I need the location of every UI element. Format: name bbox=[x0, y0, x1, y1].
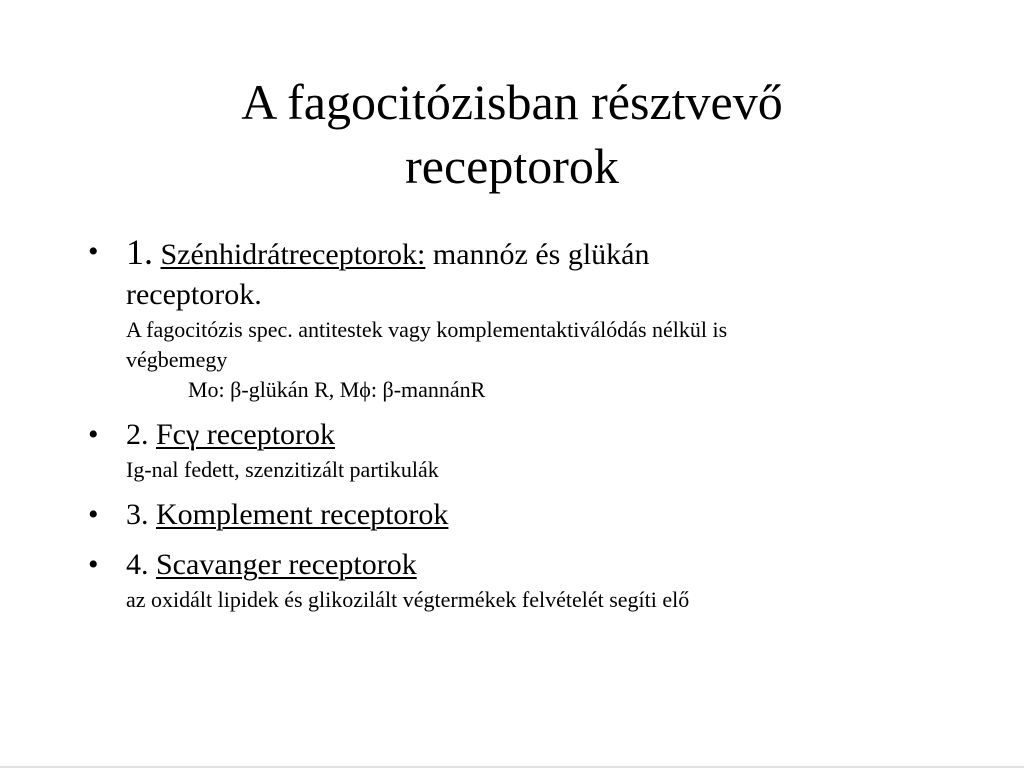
bullet-heading-1 bbox=[126, 232, 968, 275]
bullet-detail: végbemegy bbox=[126, 347, 228, 372]
bullet-marker: • bbox=[88, 498, 99, 531]
bullet-item-4 bbox=[88, 545, 968, 615]
bullet-number: 2. bbox=[126, 418, 149, 451]
bullet-number: 1. bbox=[126, 232, 153, 272]
bullet-item-3 bbox=[88, 495, 968, 535]
bullet-detail: Ig-nal fedett, szenzitizált partikulák bbox=[126, 457, 439, 482]
bullet-marker: • bbox=[88, 418, 99, 451]
bullet-heading-text: Scavanger receptorok bbox=[156, 548, 417, 581]
title-line-2: receptorok bbox=[405, 138, 619, 194]
bullet-item-2 bbox=[88, 415, 968, 485]
bullet-continuation: receptorok. bbox=[126, 278, 262, 311]
bullet-heading-text: Komplement receptorok bbox=[156, 498, 449, 531]
title-line-1: A fagocitózisban résztvevő bbox=[241, 74, 783, 130]
bullet-list bbox=[88, 232, 968, 625]
bullet-item-1 bbox=[88, 232, 968, 405]
bullet-number: 4. bbox=[126, 548, 149, 581]
bullet-heading-2 bbox=[126, 415, 968, 455]
bullet-heading-text: Fcγ receptorok bbox=[156, 418, 336, 451]
bullet-detail: az oxidált lipidek és glikozilált végtermékek felvételét segíti elő bbox=[126, 587, 690, 612]
bullet-heading-rest: mannóz és glükán bbox=[425, 238, 650, 271]
bullet-heading-4 bbox=[126, 545, 968, 585]
bullet-number: 3. bbox=[126, 498, 149, 531]
bullet-marker: • bbox=[88, 235, 99, 268]
bullet-detail: A fagocitózis spec. antitestek vagy komplementaktiválódás nélkül is bbox=[126, 317, 728, 342]
bullet-heading-text: Szénhidrátreceptorok: bbox=[160, 238, 426, 271]
bullet-marker: • bbox=[88, 548, 99, 581]
bullet-heading-3 bbox=[126, 495, 968, 535]
bullet-detail-indented: Mo: β-glükán R, Mϕ: β-mannánR bbox=[188, 377, 486, 402]
slide-title bbox=[40, 70, 984, 198]
